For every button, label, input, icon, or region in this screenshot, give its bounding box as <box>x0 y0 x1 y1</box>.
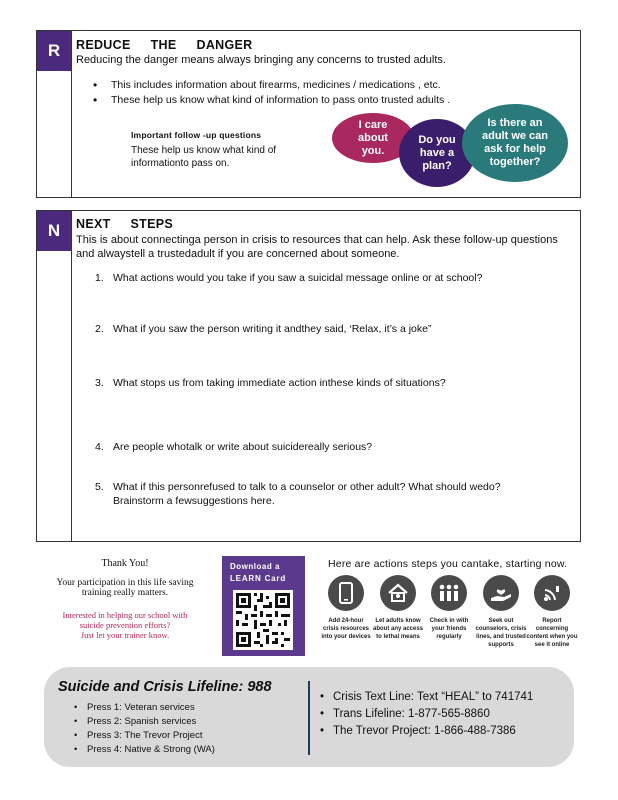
reduce-heading: REDUCE THE DANGER <box>76 38 253 52</box>
next-steps-section <box>36 210 581 542</box>
helping-hand-icon <box>489 582 513 604</box>
list-item: 3. What stops us from taking immediate action inthese kinds of situations? <box>95 377 446 389</box>
list-item: • Crisis Text Line: Text “HEAL” to 741741 <box>320 689 533 706</box>
list-item: • These help us know what kind of information to pass onto trusted adults . <box>93 93 563 108</box>
bubble-i-care: I care about you. <box>332 113 414 163</box>
crisis-lifeline-panel <box>44 667 574 767</box>
action-item: Check in with your friends regularly <box>423 575 475 641</box>
list-item: • Press 3: The Trevor Project <box>74 729 215 743</box>
report-signal-icon <box>541 582 563 604</box>
list-item: 4. Are people whotalk or write about suicidereally serious? <box>95 441 373 453</box>
followup-questions: Important follow -up questions These help us know what kind of informationto pass on. <box>131 130 277 169</box>
action-item: Add 24-hour crisis resources into your devices <box>320 575 372 641</box>
action-item: Report concerning content when you see it online <box>526 575 578 649</box>
list-item: • Press 4: Native & Strong (WA) <box>74 743 215 757</box>
list-item: • This includes information about firearms, medicines / medications , etc. <box>93 78 563 93</box>
next-steps-intro: This is about connectinga person in crisis to resources that can help. Ask these follow-up questions and alwaystell a trustedadult if you are concerned about someone. <box>76 234 558 260</box>
action-item: Seek out counselors, crisis lines, and trusted supports <box>475 575 527 649</box>
list-item: 5. What if this personrefused to talk to a counselor or other adult? What should wedo? Brainstorm a fewsuggestions here. <box>95 481 501 507</box>
section-letter-n: N <box>37 211 71 251</box>
learn-card-download[interactable]: Download a LEARN Card <box>222 556 305 656</box>
bubble-adult-help: Is there an adult we can ask for help together? <box>462 104 568 182</box>
home-icon <box>387 583 409 603</box>
reduce-bullets <box>93 78 563 108</box>
group-icon <box>437 583 461 603</box>
lifeline-press-options <box>74 701 215 757</box>
list-item: • Press 1: Veteran services <box>74 701 215 715</box>
qr-code-icon <box>233 590 293 650</box>
list-item: 2. What if you saw the person writing it andthey said, ‘Relax, it’s a joke” <box>95 323 432 335</box>
list-item: • Trans Lifeline: 1-877-565-8860 <box>320 706 533 723</box>
next-steps-heading: NEXT STEPS <box>76 217 174 231</box>
divider <box>308 681 310 755</box>
reduce-intro: Reducing the danger means always bringing any concerns to trusted adults. <box>76 54 446 66</box>
list-item: • The Trevor Project: 1-866-488-7386 <box>320 723 533 740</box>
lifeline-other-resources <box>320 689 533 740</box>
list-item: 1. What actions would you take if you saw a suicidal message online or at school? <box>95 272 483 284</box>
lifeline-title: Suicide and Crisis Lifeline: 988 <box>58 679 272 695</box>
bubble-do-you-have-plan: Do you have a plan? <box>399 119 475 187</box>
thank-you-note: Thank You! Your participation in this life saving training really matters. Interested in helping our school with suicide prevention efforts? Just let your trainer know. <box>56 558 194 640</box>
action-steps-heading: Here are actions steps you cantake, starting now. <box>328 558 568 570</box>
list-item: • Press 2: Spanish services <box>74 715 215 729</box>
phone-icon <box>337 582 355 604</box>
section-letter-r: R <box>37 31 71 71</box>
action-item: Let adults know about any access to lethal means <box>372 575 424 641</box>
